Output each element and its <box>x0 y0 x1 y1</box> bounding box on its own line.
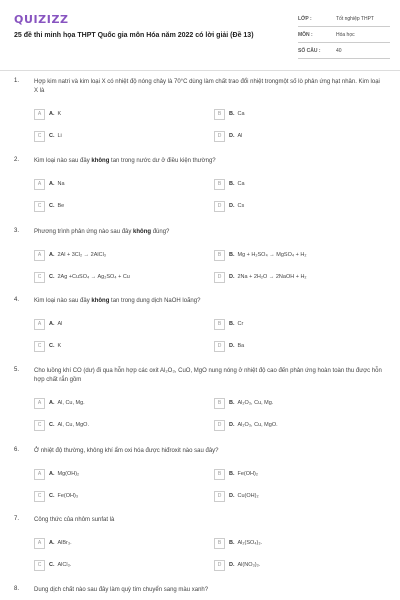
option-c[interactable] <box>34 340 61 352</box>
option-letter: A. <box>49 471 55 477</box>
header-divider <box>0 70 400 71</box>
option-letter: A. <box>49 252 55 258</box>
option-letter: D. <box>229 493 235 499</box>
meta-value: 40 <box>336 47 342 54</box>
option-letter: A. <box>49 321 55 327</box>
option-text: 2Al + 3Cl₂ → 2AlCl₃ <box>57 252 107 258</box>
option-text: Li <box>57 133 62 139</box>
option-letter: B. <box>229 111 235 117</box>
option-b[interactable] <box>214 108 245 120</box>
option-c[interactable] <box>34 271 130 283</box>
option-text: Al, Cu, MgO. <box>57 422 89 428</box>
option-c[interactable] <box>34 559 71 571</box>
option-text: Mg + H₂SO₄ → MgSO₄ + H₂ <box>237 252 307 258</box>
option-text: Cs <box>237 203 245 209</box>
option-text: Al, Cu, Mg. <box>57 400 85 406</box>
question-number: 8. <box>14 586 20 592</box>
question-text: Dung dịch chất nào sau đây làm quỳ tím chuyển sang màu xanh? <box>34 587 209 593</box>
option-box: D <box>214 131 225 142</box>
option-text: K <box>57 111 62 117</box>
option-text: 2Ag +CuSO₄ → Ag₂SO₄ + Cu <box>57 274 130 280</box>
question-number: 3. <box>14 228 20 234</box>
option-box: C <box>34 272 45 283</box>
question-text: Ở nhiệt độ thường, không khí ẩm oxi hóa được hiđroxit nào sau đây? <box>34 448 219 454</box>
option-text: Al <box>237 133 243 139</box>
option-box: B <box>214 398 225 409</box>
option-box: B <box>214 250 225 261</box>
option-letter: C. <box>49 274 55 280</box>
question-number: 5. <box>14 367 20 373</box>
option-c[interactable] <box>34 200 64 212</box>
question-number: 7. <box>14 516 20 522</box>
option-b[interactable] <box>214 397 273 409</box>
option-text: K <box>57 343 62 349</box>
option-box: C <box>34 420 45 431</box>
option-text: AlCl₃. <box>57 562 72 568</box>
question-text: Hợp kim natri và kim loại X có nhiệt độ nóng chảy là 70°C dùng làm chất trao đổi nhiệt trongmột số lò phản ứng hạt nhân. Kim loại X là <box>34 79 380 94</box>
option-letter: C. <box>49 562 55 568</box>
meta-row-class <box>298 11 390 27</box>
option-letter: B. <box>229 321 235 327</box>
question-text: Kim loại nào sau đây không tan trong nước dư ở điều kiện thường? <box>34 158 216 164</box>
option-text: Na <box>57 181 65 187</box>
question-text: Cho luồng khí CO (dư) đi qua hỗn hợp các oxit Al₂O₃, CuO, MgO nung nóng ở nhiệt độ cao đến phản ứng hoàn toàn thu được hỗn hợp chất rắn gồm <box>34 368 382 383</box>
option-box: C <box>34 560 45 571</box>
option-box: C <box>34 491 45 502</box>
worksheet-title: 25 đề thi minh họa THPT Quốc gia môn Hóa năm 2022 có lời giải (Đề 13) <box>14 32 254 39</box>
option-letter: C. <box>49 203 55 209</box>
option-box: D <box>214 560 225 571</box>
option-box: B <box>214 109 225 120</box>
option-b[interactable] <box>214 318 243 330</box>
option-box: A <box>34 250 45 261</box>
option-a[interactable] <box>34 537 72 549</box>
option-letter: B. <box>229 252 235 258</box>
option-box: D <box>214 491 225 502</box>
option-text: Cu(OH)₂ <box>237 493 259 499</box>
meta-label: SỐ CÂU : <box>298 47 321 54</box>
option-letter: D. <box>229 422 235 428</box>
option-box: A <box>34 398 45 409</box>
option-box: D <box>214 272 225 283</box>
option-a[interactable] <box>34 318 62 330</box>
question-text: Công thức của nhôm sunfat là <box>34 517 115 523</box>
option-letter: B. <box>229 400 235 406</box>
option-box: D <box>214 201 225 212</box>
meta-row-subject <box>298 27 390 43</box>
meta-label: LỚP : <box>298 15 312 22</box>
option-text: Al₂(SO₄)₃. <box>237 540 263 546</box>
option-letter: A. <box>49 400 55 406</box>
meta-value: Hóa học <box>336 31 355 38</box>
option-box: C <box>34 131 45 142</box>
option-c[interactable] <box>34 130 62 142</box>
option-letter: D. <box>229 274 235 280</box>
option-a[interactable] <box>34 178 65 190</box>
quizizz-logo: QUIZIZZ <box>14 13 69 26</box>
option-letter: C. <box>49 133 55 139</box>
option-letter: D. <box>229 343 235 349</box>
option-b[interactable] <box>214 468 258 480</box>
question-number: 1. <box>14 78 20 84</box>
option-letter: C. <box>49 422 55 428</box>
option-b[interactable] <box>214 249 306 261</box>
option-box: B <box>214 319 225 330</box>
option-text: 2Na + 2H₂O → 2NaOH + H₂ <box>237 274 307 280</box>
option-b[interactable] <box>214 178 245 190</box>
question-number: 4. <box>14 297 20 303</box>
option-d[interactable] <box>214 271 307 283</box>
option-b[interactable] <box>214 537 262 549</box>
option-letter: B. <box>229 181 235 187</box>
option-box: D <box>214 420 225 431</box>
option-letter: A. <box>49 111 55 117</box>
option-box: A <box>34 538 45 549</box>
option-d[interactable] <box>214 200 244 212</box>
meta-row-count <box>298 43 390 59</box>
option-d[interactable] <box>214 419 278 431</box>
option-letter: D. <box>229 203 235 209</box>
option-text: Fe(OH)₃ <box>57 493 79 499</box>
option-box: A <box>34 469 45 480</box>
option-letter: B. <box>229 540 235 546</box>
option-text: Ca <box>237 181 245 187</box>
option-text: Fe(OH)₂ <box>237 471 258 477</box>
option-box: C <box>34 341 45 352</box>
option-box: A <box>34 319 45 330</box>
option-box: B <box>214 469 225 480</box>
question-text: Phương trình phản ứng nào sau đây không đúng? <box>34 229 170 235</box>
option-text: Al₂O₃, Cu, MgO. <box>237 422 278 428</box>
option-letter: C. <box>49 493 55 499</box>
option-letter: C. <box>49 343 55 349</box>
option-d[interactable] <box>214 130 242 142</box>
option-letter: D. <box>229 562 235 568</box>
option-a[interactable] <box>34 397 85 409</box>
option-text: Al₂O₃, Cu, Mg. <box>237 400 274 406</box>
option-text: Al <box>57 321 63 327</box>
option-text: Mg(OH)₂ <box>57 471 80 477</box>
question-number: 2. <box>14 157 20 163</box>
option-c[interactable] <box>34 419 89 431</box>
option-box: B <box>214 538 225 549</box>
option-text: Al(NO₃)₃. <box>237 562 261 568</box>
option-a[interactable] <box>34 108 61 120</box>
option-d[interactable] <box>214 490 259 502</box>
meta-table <box>298 11 390 59</box>
option-d[interactable] <box>214 340 244 352</box>
meta-value: Tốt nghiệp THPT <box>336 15 374 22</box>
option-text: Be <box>57 203 65 209</box>
option-letter: A. <box>49 181 55 187</box>
option-text: Ca <box>237 111 245 117</box>
option-box: A <box>34 179 45 190</box>
option-a[interactable] <box>34 249 106 261</box>
option-box: B <box>214 179 225 190</box>
option-text: Cr <box>237 321 244 327</box>
option-box: D <box>214 341 225 352</box>
meta-label: MÔN : <box>298 31 313 38</box>
question-number: 6. <box>14 447 20 453</box>
question-text: Kim loại nào sau đây không tan trong dung dịch NaOH loãng? <box>34 298 201 304</box>
option-text: AlBr₃. <box>57 540 72 546</box>
option-box: A <box>34 109 45 120</box>
worksheet-header <box>0 0 400 70</box>
option-box: C <box>34 201 45 212</box>
option-letter: A. <box>49 540 55 546</box>
option-letter: D. <box>229 133 235 139</box>
option-d[interactable] <box>214 559 260 571</box>
option-letter: B. <box>229 471 235 477</box>
option-a[interactable] <box>34 468 79 480</box>
option-text: Ba <box>237 343 245 349</box>
option-c[interactable] <box>34 490 78 502</box>
